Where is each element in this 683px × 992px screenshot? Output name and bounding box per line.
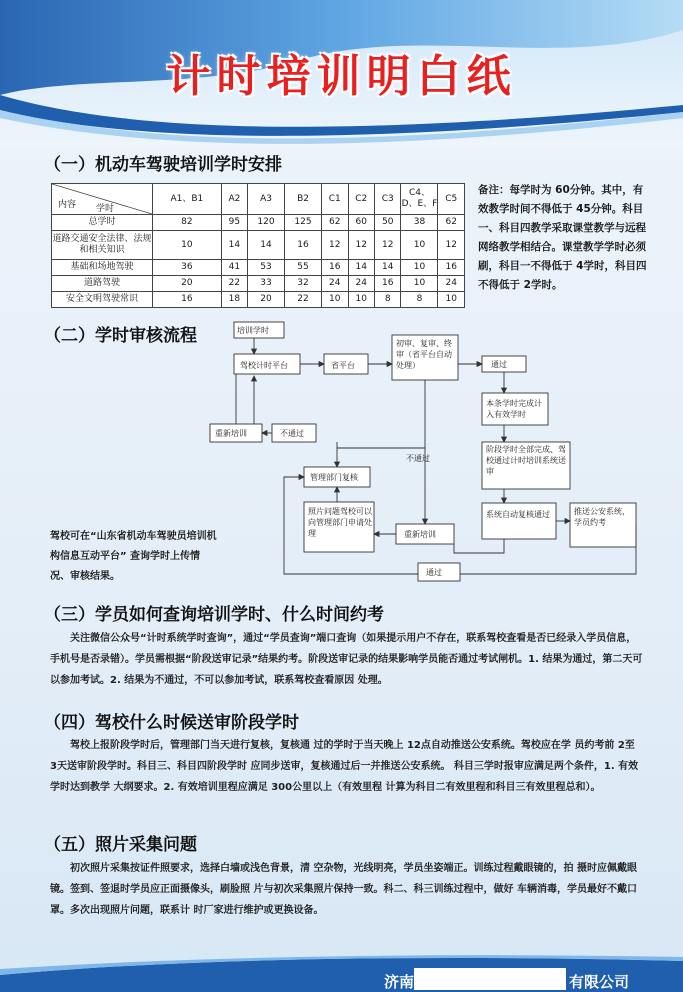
flow-node-training-hours: 培训学时 <box>237 326 269 335</box>
table-cell: 33 <box>248 276 285 292</box>
table-row <box>52 276 465 292</box>
flowchart-labels <box>200 318 645 583</box>
footer-company-right: 有限公司 <box>569 973 630 991</box>
row-label: 总学时 <box>52 215 153 231</box>
table-row <box>52 260 465 276</box>
corner-label-content: 内容 <box>58 200 77 210</box>
table-cell: 12 <box>374 231 400 260</box>
redacted-name <box>414 968 566 990</box>
platform-note: 驾校可在“山东省机动车驾驶员培训机构信息互动平台” 查询学时上传情况、审核结果。 <box>50 531 217 582</box>
table-cell: 14 <box>348 260 374 276</box>
column-header: B2 <box>285 184 322 215</box>
hours-table <box>51 183 465 308</box>
table-cell: 16 <box>153 292 222 308</box>
table-cell: 14 <box>374 260 400 276</box>
flow-node-pass-2: 通过 <box>426 568 442 577</box>
table-cell: 10 <box>401 231 438 260</box>
row-label: 道路驾驶 <box>52 276 153 292</box>
table-row <box>52 292 465 308</box>
paragraph-photo: 初次照片采集按证件照要求，选择白墙或浅色背景，清 空杂物，光线明亮，学员坐姿端正。训练过程戴眼镜的，拍 摄时应佩戴眼镜。签到、签退时学员应正面摄像头，刷脸照 片与初次采集照片保持一致。科二、科三训练过程中，做好 车辆消毒，学员最好不戴口罩。多次出现照片问题，联系计 时厂家进行维护或更换设备。 <box>50 863 637 916</box>
table-cell: 10 <box>348 292 374 308</box>
paragraph-query: 关注微信公众号“计时系统学时查询”，通过“学员查询”端口查询（如果提示用户不存在，联系驾校查看是否已经录入学员信息，手机号是否录错）。学员需根据“阶段送审记录”结果约考。阶段送审记录的结果影响学员能否通过考试闸机。1. 结果为通过，第二天可以参加考试。2. 结果为不通过，不可以参加考试，联系驾校查看原因 处理。 <box>50 633 643 686</box>
table-cell: 14 <box>248 231 285 260</box>
table-cell: 20 <box>248 292 285 308</box>
table-cell: 16 <box>374 276 400 292</box>
flow-node-retrain-2: 重新培训 <box>404 530 436 539</box>
flow-node-retrain-1: 重新培训 <box>215 429 247 438</box>
table-cell: 55 <box>285 260 322 276</box>
table-cell: 16 <box>285 231 322 260</box>
flow-node-stage-submit: 阶段学时全部完成、驾校通过计时培训系统送审 <box>486 445 566 476</box>
column-header: A2 <box>221 184 247 215</box>
flow-node-photo-issue: 照片问题驾校可以向管理部门申请处理 <box>308 507 372 538</box>
row-label: 安全文明驾驶常识 <box>52 292 153 308</box>
table-cell: 50 <box>374 215 400 231</box>
table-cell: 82 <box>153 215 222 231</box>
table-cell: 12 <box>322 231 348 260</box>
table-cell: 10 <box>153 231 222 260</box>
table-cell: 62 <box>438 215 465 231</box>
table-cell: 22 <box>221 276 247 292</box>
table-row <box>52 231 465 260</box>
column-header: C5 <box>438 184 465 215</box>
table-cell: 32 <box>285 276 322 292</box>
table-cell: 8 <box>401 292 438 308</box>
table-corner-cell <box>52 184 153 215</box>
column-header: C4、D、E、F <box>401 184 438 215</box>
flow-node-admin-recheck: 管理部门复核 <box>310 473 358 482</box>
page-title: 计时培训明白纸 <box>166 51 517 102</box>
corner-label-hours: 学时 <box>96 204 115 214</box>
table-cell: 125 <box>285 215 322 231</box>
table-cell: 24 <box>348 276 374 292</box>
table-cell: 38 <box>401 215 438 231</box>
table-cell: 16 <box>322 260 348 276</box>
table-cell: 24 <box>322 276 348 292</box>
flow-node-province-platform: 省平台 <box>331 361 355 370</box>
table-cell: 8 <box>374 292 400 308</box>
table-cell: 60 <box>348 215 374 231</box>
flow-node-pass-1: 通过 <box>491 360 507 369</box>
flow-node-valid-hours: 本条学时完成计入有效学时 <box>486 399 542 419</box>
flow-label-fail-2: 不通过 <box>406 454 430 463</box>
table-cell: 14 <box>221 231 247 260</box>
table-cell: 120 <box>248 215 285 231</box>
section-heading-3: （三）学员如何查询培训学时、什么时间约考 <box>44 605 384 625</box>
row-label: 基础和场地驾驶 <box>52 260 153 276</box>
row-label: 道路交通安全法律、法规和相关知识 <box>52 231 153 260</box>
table-cell: 10 <box>322 292 348 308</box>
flow-node-school-platform: 驾校计时平台 <box>240 361 288 370</box>
table-cell: 12 <box>348 231 374 260</box>
column-header: A3 <box>248 184 285 215</box>
flow-node-push-police: 推送公安系统，学员约考 <box>574 507 630 527</box>
table-cell: 41 <box>221 260 247 276</box>
column-header: C3 <box>374 184 400 215</box>
section-heading-2: （二）学时审核流程 <box>44 326 197 346</box>
section-heading-1: （一）机动车驾驶培训学时安排 <box>44 155 282 175</box>
table-cell: 53 <box>248 260 285 276</box>
table-cell: 18 <box>221 292 247 308</box>
table-cell: 10 <box>401 260 438 276</box>
table-cell: 36 <box>153 260 222 276</box>
flow-node-auto-recheck: 系统自动复核通过 <box>486 510 550 519</box>
table-cell: 24 <box>438 276 465 292</box>
paragraph-submit: 驾校上报阶段学时后，管理部门当天进行复核，复核通 过的学时于当天晚上 12点自动推送公安系统。驾校应在学 员约考前 2至 3天送审阶段学时。科目三、科目四阶段学时 应同步送审，复核通过后一并推送公安系统。 科目三学时报审应满足两个条件，1. 有效学时达到教学 大纲要求。2. 有效培训里程应满足 300公里以上（有效里程 计算为科目二有效里程和科目三有效里程总和）。 <box>50 740 639 793</box>
table-cell: 10 <box>438 292 465 308</box>
table-cell: 95 <box>221 215 247 231</box>
remark-note: 备注：每学时为 60分钟。其中，有效教学时间不得低于 45分钟。科目一、科目四教学采取课堂教学与远程网络教学相结合。课堂教学学时必须刷，科目一不得低于 4学时，科目四 不得低于 2学时。 <box>478 184 647 291</box>
table-cell: 20 <box>153 276 222 292</box>
table-row <box>52 215 465 231</box>
column-header: A1、B1 <box>153 184 222 215</box>
table-cell: 22 <box>285 292 322 308</box>
flow-node-review: 初审、复审、终审（省平台自动处理） <box>396 339 452 370</box>
section-heading-4: （四）驾校什么时候送审阶段学时 <box>44 713 299 733</box>
column-header: C1 <box>322 184 348 215</box>
table-cell: 10 <box>401 276 438 292</box>
table-header-row <box>52 184 465 215</box>
table-cell: 16 <box>438 260 465 276</box>
flow-node-fail-1: 不通过 <box>280 429 304 438</box>
table-cell: 12 <box>438 231 465 260</box>
table-cell: 62 <box>322 215 348 231</box>
footer-company-left: 济南 <box>384 973 415 991</box>
column-header: C2 <box>348 184 374 215</box>
section-heading-5: （五）照片采集问题 <box>44 835 197 855</box>
